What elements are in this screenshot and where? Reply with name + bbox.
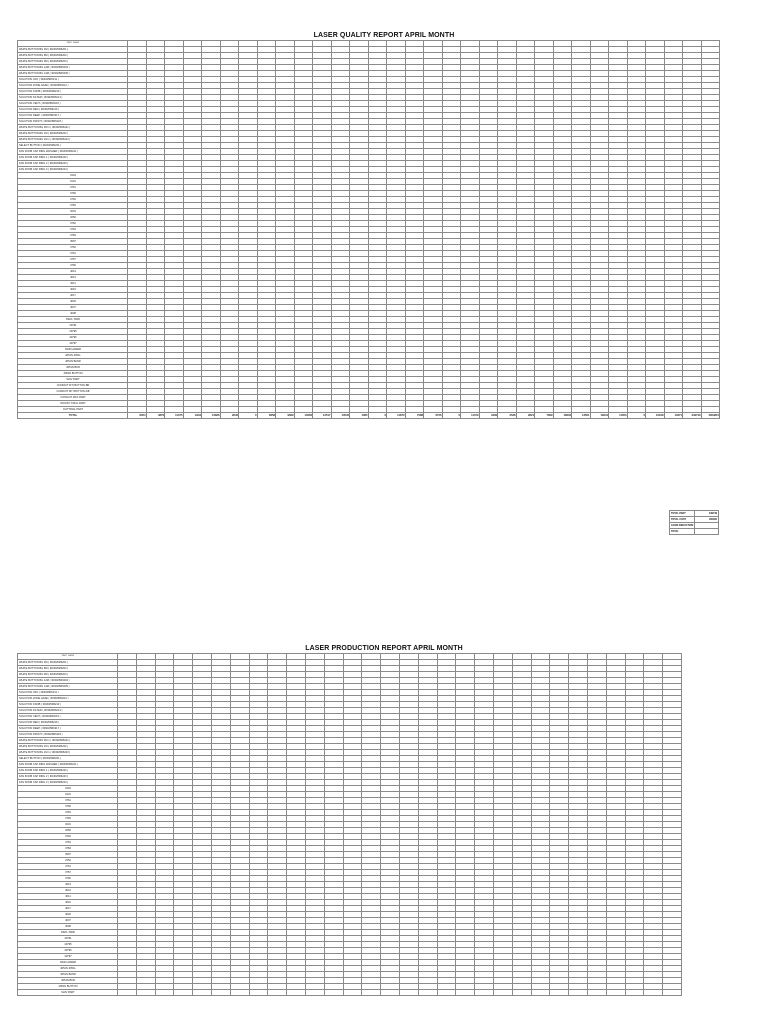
total-cell: 12517 (313, 413, 332, 419)
part-name-cell: SOLUTION OFF ( 3D3025R6211 ) (18, 690, 118, 696)
part-name-cell: 3764 (18, 227, 128, 233)
part-name-cell: 0131 (18, 792, 118, 798)
part-name-cell: SHIV PART (18, 377, 128, 383)
part-name-cell: 0134 (18, 173, 128, 179)
part-name-cell: WHITE BUTTON BG 9M ( 3D3025R6203 ) (18, 672, 118, 678)
part-name-cell: FAN KNOB CAP RING WASHER ( 3D3025R6241 ) (18, 149, 128, 155)
total-cell: 13651 (572, 413, 591, 419)
part-name-cell: 4051N 4051L (18, 353, 128, 359)
total-cell: 13371 (664, 413, 683, 419)
part-name-cell: 40795 (18, 329, 128, 335)
part-name-cell: 3784 (18, 816, 118, 822)
value-cell (475, 990, 494, 996)
part-name-cell: 4038 (18, 311, 128, 317)
part-name-cell: 0131 (18, 179, 128, 185)
value-cell (625, 990, 644, 996)
part-name-header: PART NAME (18, 41, 128, 47)
summary-value: 349749 (694, 511, 719, 517)
value-cell (418, 990, 437, 996)
production-report-title: LASER PRODUCTION REPORT APRIL MONTH (305, 645, 463, 652)
total-cell: 10263 (294, 413, 313, 419)
part-name-cell: OUTTRIAL PART (18, 407, 128, 413)
quality-report-title: LASER QUALITY REPORT APRIL MONTH (313, 32, 455, 39)
total-cell: 2538 (498, 413, 517, 419)
total-cell: 9046 (220, 413, 239, 419)
value-cell (606, 990, 625, 996)
part-name-cell: CONDUIT MTI BUTTON A/B (18, 389, 128, 395)
part-name-cell: CONDUIT MTI BUTTON BR (18, 383, 128, 389)
part-name-cell: 4051N BAND (18, 972, 118, 978)
part-name-cell: 3256 (18, 828, 118, 834)
part-name-cell: 40791 (18, 936, 118, 942)
total-cell: 9434 (183, 413, 202, 419)
quality-summary (669, 510, 719, 535)
value-cell (569, 990, 588, 996)
part-name-cell: SOLUTION DEEP ( 3D3025R6217 ) (18, 726, 118, 732)
value-cell (136, 990, 155, 996)
total-cell: 11653 (609, 413, 628, 419)
part-name-cell: 4013 (18, 882, 118, 888)
part-name-cell: 3597 (18, 239, 128, 245)
part-name-cell: 4032 (18, 299, 128, 305)
value-cell (456, 990, 475, 996)
part-name-cell: 3597 (18, 852, 118, 858)
part-name-cell: WHITE BUTTON BG 12M ( 3D3025R6204 ) (18, 65, 128, 71)
part-name-cell: 4013 (18, 888, 118, 894)
part-name-cell: WHITE BUTTON BG 8M ( 3D3025R6202 ) (18, 666, 118, 672)
part-name-cell: 3231 (18, 209, 128, 215)
part-name-cell: 4037 (18, 305, 128, 311)
part-name-cell: WHITE BUTTON BG 9M ( 3D3025R6203 ) (18, 59, 128, 65)
part-name-cell: 4037 (18, 918, 118, 924)
part-name-cell: 4013 (18, 269, 128, 275)
part-name-cell: 0134 (18, 786, 118, 792)
total-cell: 4603815 (701, 413, 720, 419)
total-cell: 9621 (516, 413, 535, 419)
part-name-cell: FAN KNOB CAP RING 2 ( 3D3025R6243 ) (18, 774, 118, 780)
part-name-cell: WHITE BUTTON BG 1M ( 3D3025R6222 ) (18, 131, 128, 137)
part-name-cell: FAN KNOB CAP RING WASHER ( 3D3025R6241 ) (18, 762, 118, 768)
part-name-cell: 4051N 4051L (18, 966, 118, 972)
part-name-cell: 3764 (18, 840, 118, 846)
total-cell: 4879 (146, 413, 165, 419)
part-name-cell: SOLUTION VENT ( 3D3025R6215 ) (18, 714, 118, 720)
total-cell: 8354 (128, 413, 147, 419)
part-name-cell: FAN KNOB CAP RING 1 ( 3D3025R6242 ) (18, 768, 118, 774)
value-cell (644, 990, 663, 996)
part-name-cell: 40796 (18, 948, 118, 954)
part-name-cell: SOLUTION DEEP ( 3D3025R6217 ) (18, 113, 128, 119)
total-cell: 7088 (405, 413, 424, 419)
part-name-cell: FAN KNOB CAP RING 3 ( 3D3025R6244 ) (18, 167, 128, 173)
value-cell (155, 990, 174, 996)
part-name-cell: SOLUTION VENT ( 3D3025R6215 ) (18, 101, 128, 107)
value-cell (381, 990, 400, 996)
value-cell (493, 990, 512, 996)
value-cell (118, 990, 137, 996)
part-name-cell: 4011 (18, 281, 128, 287)
summary-label: TOTAL COST (670, 517, 695, 523)
value-cell (211, 990, 230, 996)
total-cell: 11375 (165, 413, 184, 419)
part-name-cell: 3784 (18, 203, 128, 209)
value-cell (230, 990, 249, 996)
part-name-cell: 8430 HAMER (18, 347, 128, 353)
total-row (18, 413, 720, 419)
total-cell: 0 (442, 413, 461, 419)
part-name-cell: SELECT BUTTON ( 3D3025R6231 ) (18, 143, 128, 149)
value-cell (287, 990, 306, 996)
part-name-cell: 40795 (18, 942, 118, 948)
part-name-cell: WHITE BUTTON BG 8M ( 3D3025R6202 ) (18, 53, 128, 59)
part-name-cell: FAN KNOB CAP RING 2 ( 3D3025R6243 ) (18, 161, 128, 167)
value-cell (193, 990, 212, 996)
part-name-cell: SHIV PART (18, 990, 118, 996)
part-name-cell: 3766 (18, 263, 128, 269)
part-name-cell: 40797 (18, 341, 128, 347)
table-row (18, 990, 682, 996)
value-cell (587, 990, 606, 996)
part-name-cell: 4017 (18, 293, 128, 299)
part-name-cell: 4051N BKR (18, 365, 128, 371)
part-name-cell: 8326 / 8336 (18, 930, 118, 936)
value-cell (249, 990, 268, 996)
part-name-cell: 4017 (18, 906, 118, 912)
part-name-header: PART NAME (18, 654, 118, 660)
total-cell: 7969 (535, 413, 554, 419)
part-name-cell: SOLUTION RED ( 3D3025R6216 ) (18, 107, 128, 113)
part-name-cell: 8326 / 8336 (18, 317, 128, 323)
part-name-cell: 3766 (18, 804, 118, 810)
total-cell: 12826 (202, 413, 221, 419)
part-name-cell: WHITE BUTTON BG 12M ( 3D3025R6204 ) (18, 678, 118, 684)
part-name-cell: 3752 (18, 858, 118, 864)
part-name-cell: WHITE BUTTON BG 1M 1 ( 3D3025R6223 ) (18, 750, 118, 756)
total-cell: 6706 (424, 413, 443, 419)
part-name-cell: 3761 (18, 185, 128, 191)
part-name-cell: WHITE BUTTON BG 14M ( 3D3025R6205 ) (18, 684, 118, 690)
part-name-cell: WHITE BUTTON BG 14M ( 3D3025R6205 ) (18, 71, 128, 77)
summary-label: TOTAL PART (670, 511, 695, 517)
part-name-cell: 4051N BUTTON (18, 984, 118, 990)
part-name-cell: 4051N BAND (18, 359, 128, 365)
value-cell (531, 990, 550, 996)
total-cell: 8358 (257, 413, 276, 419)
part-name-cell: 4032 (18, 912, 118, 918)
part-name-cell: WHITE BUTTON BG 3M 1 ( 3D3025R6221 ) (18, 125, 128, 131)
part-name-cell: 3762 (18, 221, 128, 227)
value-cell (174, 990, 193, 996)
part-name-cell: 3752 (18, 245, 128, 251)
value-cell (305, 990, 324, 996)
part-name-cell: SOLUTION FRONT ( 3D3025R6218 ) (18, 119, 128, 125)
total-label: TOTAL (18, 413, 128, 419)
part-name-cell: 3757 (18, 257, 128, 263)
part-name-cell: WHITE BUTTON BG 3M 1 ( 3D3025R6221 ) (18, 738, 118, 744)
part-name-cell: 40796 (18, 335, 128, 341)
part-name-cell: 40791 (18, 323, 128, 329)
value-cell (362, 990, 381, 996)
part-name-cell: SOLUTION KNOB ( 3D3025R6213 ) (18, 89, 128, 95)
total-cell: 18344 (590, 413, 609, 419)
part-name-cell: SOLUTION ZONE HAZE ( 3D3025R6212 ) (18, 83, 128, 89)
part-name-cell: 3781 (18, 197, 128, 203)
part-name-cell: 3761 (18, 251, 128, 257)
part-name-cell: 4016 (18, 287, 128, 293)
part-name-cell: 4011 (18, 894, 118, 900)
total-cell: 1085 (350, 413, 369, 419)
value-cell (343, 990, 362, 996)
part-name-cell: 3784 (18, 233, 128, 239)
value-cell (399, 990, 418, 996)
part-name-cell: 40797 (18, 954, 118, 960)
total-cell: 13540 (331, 413, 350, 419)
part-name-cell: 8430 HAMER (18, 960, 118, 966)
value-cell (663, 990, 682, 996)
part-name-cell: SOLUTION ZONE HAZE ( 3D3025R6212 ) (18, 696, 118, 702)
part-name-cell: WOODY TRIAL PART (18, 401, 128, 407)
summary-value: 460360 (694, 517, 719, 523)
summary-value (694, 529, 719, 535)
part-name-cell: WHITE BUTTON BG 1M 1 ( 3D3025R6223 ) (18, 137, 128, 143)
part-name-cell: SOLUTION RED ( 3D3025R6216 ) (18, 720, 118, 726)
part-name-cell: SOLUTION FILTER ( 3D3025R6214 ) (18, 708, 118, 714)
total-cell: 18603 (553, 413, 572, 419)
total-cell: 9669 (276, 413, 295, 419)
total-cell: 16918 (646, 413, 665, 419)
part-name-cell: FAN KNOB CAP RING 1 ( 3D3025R6242 ) (18, 155, 128, 161)
part-name-cell: 3231 (18, 822, 118, 828)
part-name-cell: 3761 (18, 798, 118, 804)
total-cell: 0 (239, 413, 258, 419)
quality-table (17, 40, 720, 419)
value-cell (268, 990, 287, 996)
total-cell: 11379 (461, 413, 480, 419)
part-name-cell: CONDUIT MAX PART (18, 395, 128, 401)
part-name-cell: 3761 (18, 864, 118, 870)
part-name-cell: 3766 (18, 191, 128, 197)
summary-row (670, 529, 719, 535)
part-name-cell: 3784 (18, 846, 118, 852)
part-name-cell: 4013 (18, 275, 128, 281)
value-cell (512, 990, 531, 996)
total-cell: 11870 (387, 413, 406, 419)
part-name-cell: FAN KNOB CAP RING 3 ( 3D3025R6244 ) (18, 780, 118, 786)
part-name-cell: 4051N BUTTON (18, 371, 128, 377)
part-name-cell: SOLUTION FRONT ( 3D3025R6218 ) (18, 732, 118, 738)
part-name-cell: WHITE BUTTON BG 3M ( 3D3025R6201 ) (18, 47, 128, 53)
part-name-cell: 3757 (18, 870, 118, 876)
total-cell: 0 (368, 413, 387, 419)
production-table (17, 653, 682, 996)
part-name-cell: SOLUTION KNOB ( 3D3025R6213 ) (18, 702, 118, 708)
value-cell (550, 990, 569, 996)
total-cell: 349749 (683, 413, 702, 419)
summary-label: GOOD DEDUCTION (671, 524, 694, 527)
part-name-cell: SOLUTION OFF ( 3D3025R6211 ) (18, 77, 128, 83)
value-cell (437, 990, 456, 996)
part-name-cell: 3781 (18, 810, 118, 816)
part-name-cell: 3762 (18, 834, 118, 840)
summary-label: TOTAL (670, 529, 695, 535)
part-name-cell: 3256 (18, 215, 128, 221)
total-cell: 0 (627, 413, 646, 419)
part-name-cell: SELECT BUTTON ( 3D3025R6231 ) (18, 756, 118, 762)
part-name-cell: WHITE BUTTON BG 3M ( 3D3025R6201 ) (18, 660, 118, 666)
part-name-cell: 4051N BKR (18, 978, 118, 984)
part-name-cell: SOLUTION FILTER ( 3D3025R6214 ) (18, 95, 128, 101)
part-name-cell: 3766 (18, 876, 118, 882)
part-name-cell: WHITE BUTTON BG 1M ( 3D3025R6222 ) (18, 744, 118, 750)
part-name-cell: 4016 (18, 900, 118, 906)
value-cell (324, 990, 343, 996)
part-name-cell: 4038 (18, 924, 118, 930)
total-cell: 4339 (479, 413, 498, 419)
